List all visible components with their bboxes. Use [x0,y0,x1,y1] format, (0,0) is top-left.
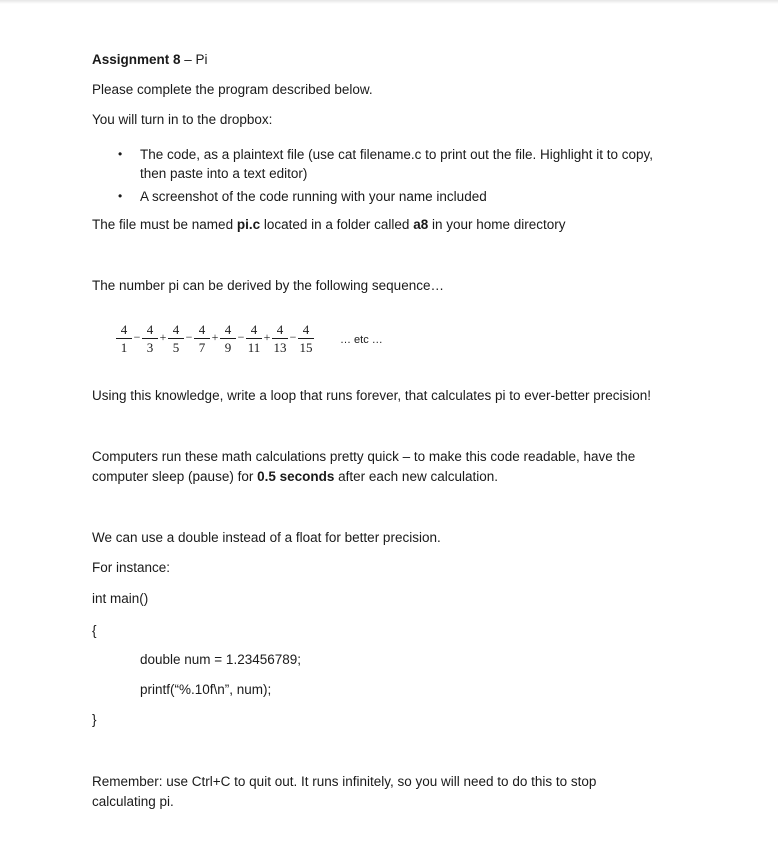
title-rest: – Pi [180,52,208,67]
fraction-denominator: 3 [146,340,154,355]
sleep-duration: 0.5 seconds [257,469,335,484]
title-bold: Assignment 8 [92,52,181,67]
formula-operator: + [159,330,167,344]
bullet-icon: • [118,147,123,161]
file-req-mid: located in a folder called [260,217,414,232]
file-name: pi.c [236,217,261,232]
fraction-bar [298,338,314,339]
bullet-2-line-1: A screenshot of the code running with your name included [140,189,487,204]
fraction-bar [142,338,158,339]
formula-fraction [245,322,263,355]
fraction-denominator: 11 [247,340,261,355]
page-title [92,51,208,68]
formula-etc: … etc … [340,334,383,346]
fraction-bar [194,338,210,339]
fraction-bar [246,338,262,339]
remember-line-1: Remember: use Ctrl+C to quit out. It runs infinitely, so you will need to do this to stop [92,774,597,789]
fraction-numerator: 4 [120,322,128,337]
formula-operator: + [263,330,271,344]
formula-operator: − [185,330,193,344]
file-req-post: in your home directory [428,217,566,232]
formula-fraction [297,322,315,355]
sleep-pre: computer sleep (pause) for [92,469,258,484]
fraction-numerator: 4 [198,322,206,337]
formula-fraction [193,322,211,355]
formula-fraction [167,322,185,355]
fraction-numerator: 4 [250,322,258,337]
loop-instruction: Using this knowledge, write a loop that runs forever, that calculates pi to ever-better precision! [92,388,652,403]
sleep-instruction-line-1: Computers run these math calculations pretty quick – to make this code readable, have the [92,449,636,464]
formula-fraction [271,322,289,355]
for-instance-text: For instance: [92,560,171,575]
fraction-numerator: 4 [146,322,154,337]
formula-fraction [219,322,237,355]
remember-line-2: calculating pi. [92,794,174,809]
sleep-instruction-line-2 [92,468,498,485]
fraction-bar [168,338,184,339]
formula-operator: + [211,330,219,344]
file-req-pre: The file must be named [92,217,237,232]
formula-operator: − [133,330,141,344]
formula-operator: − [237,330,245,344]
file-requirement [92,216,566,233]
code-close-brace: } [92,712,97,727]
bullet-1-line-2: then paste into a text editor) [140,166,308,181]
turn-in-text: You will turn in to the dropbox: [92,112,273,127]
folder-name: a8 [413,217,429,232]
code-line-1: double num = 1.23456789; [140,652,302,667]
fraction-denominator: 7 [198,340,206,355]
fraction-numerator: 4 [302,322,310,337]
fraction-bar [220,338,236,339]
bullet-icon: • [118,189,123,203]
fraction-bar [116,338,132,339]
formula-fraction [115,322,133,355]
code-signature: int main() [92,591,149,606]
fraction-denominator: 5 [172,340,180,355]
sleep-post: after each new calculation. [334,469,498,484]
fraction-numerator: 4 [172,322,180,337]
double-precision-text: We can use a double instead of a float for better precision. [92,530,441,545]
code-open-brace: { [92,623,97,638]
page-top-edge [0,0,778,4]
intro-text: Please complete the program described below. [92,82,373,97]
fraction-numerator: 4 [224,322,232,337]
formula-fraction [141,322,159,355]
formula-operator: − [289,330,297,344]
fraction-denominator: 9 [224,340,232,355]
bullet-1-line-1: The code, as a plaintext file (use cat filename.c to print out the file. Highlight it to copy, [140,147,654,162]
fraction-denominator: 1 [120,340,128,355]
code-line-2: printf(“%.10f\n”, num); [140,682,272,697]
fraction-bar [272,338,288,339]
fraction-denominator: 15 [299,340,313,355]
pi-series-formula [115,322,335,360]
fraction-numerator: 4 [276,322,284,337]
fraction-denominator: 13 [273,340,287,355]
sequence-intro: The number pi can be derived by the following sequence… [92,278,444,293]
